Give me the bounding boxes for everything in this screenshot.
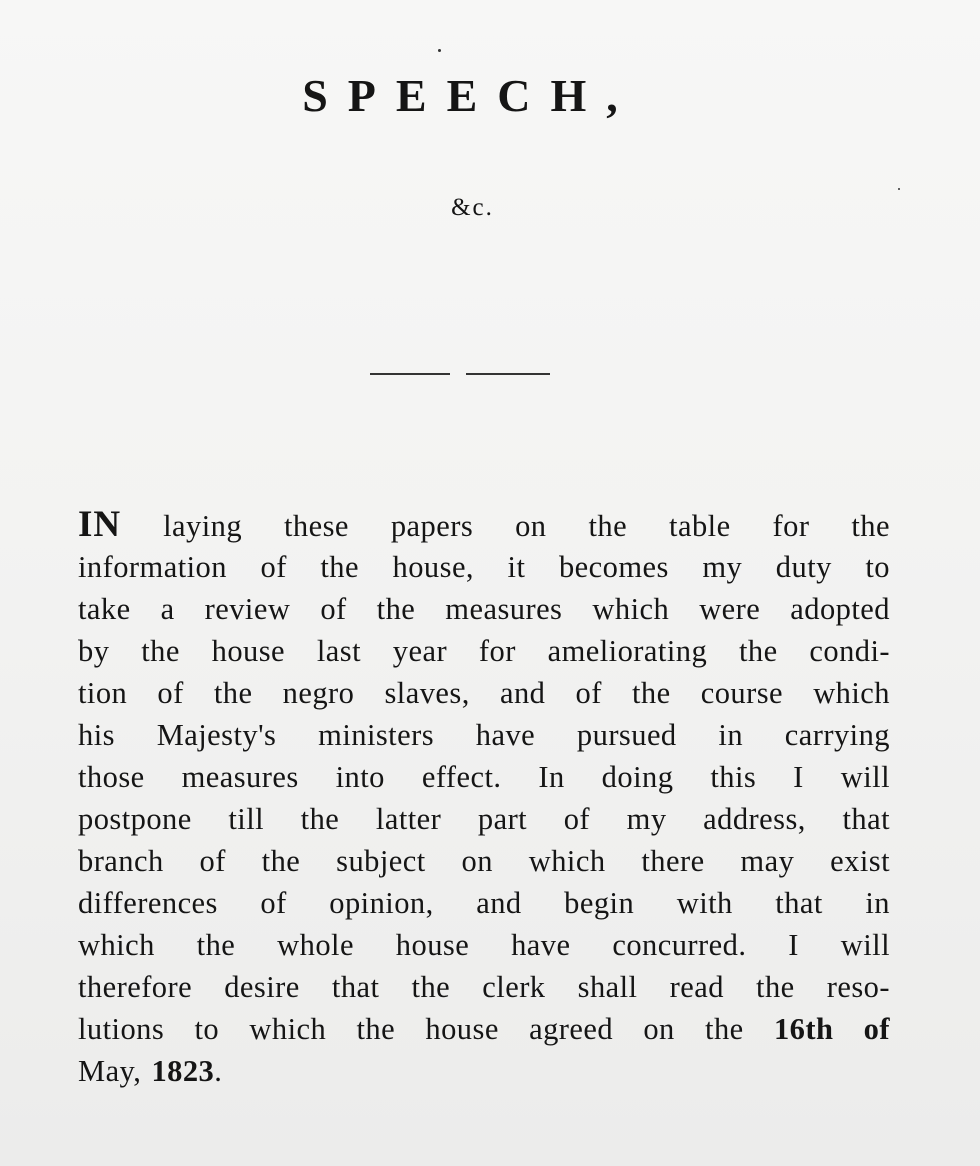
text-line: which the whole house have concurred. I will xyxy=(78,928,890,962)
page-subtitle: &c. xyxy=(451,194,494,221)
divider-rule-left xyxy=(370,373,450,375)
drop-cap: IN xyxy=(78,504,122,545)
ink-speck xyxy=(898,188,900,190)
text-line: postpone till the latter part of my address, that xyxy=(78,802,890,836)
text-line: those measures into effect. In doing this I will xyxy=(78,760,890,794)
text-line: by the house last year for ameliorating the condi- xyxy=(78,634,890,668)
date-text: 16th of xyxy=(773,1012,890,1046)
ink-speck xyxy=(438,49,441,52)
divider-rule-right xyxy=(466,373,550,375)
text-line: IN laying these papers on the table for the xyxy=(78,504,890,545)
year-text: 1823 xyxy=(151,1054,215,1088)
body-paragraph xyxy=(78,504,890,1092)
text-line: May, 1823. xyxy=(78,1054,223,1088)
page-title: SPEECH, xyxy=(302,70,638,121)
text-line: therefore desire that the clerk shall read the reso- xyxy=(78,970,890,1004)
text-line: branch of the subject on which there may exist xyxy=(78,844,890,878)
text-line: tion of the negro slaves, and of the course which xyxy=(78,676,890,710)
text-line: differences of opinion, and begin with that in xyxy=(78,886,890,920)
text-line: lutions to which the house agreed on the 16th of xyxy=(78,1012,890,1046)
text-line: take a review of the measures which were adopted xyxy=(78,592,890,626)
text-line: information of the house, it becomes my duty to xyxy=(78,550,890,584)
text-line: his Majesty's ministers have pursued in carrying xyxy=(78,718,890,752)
